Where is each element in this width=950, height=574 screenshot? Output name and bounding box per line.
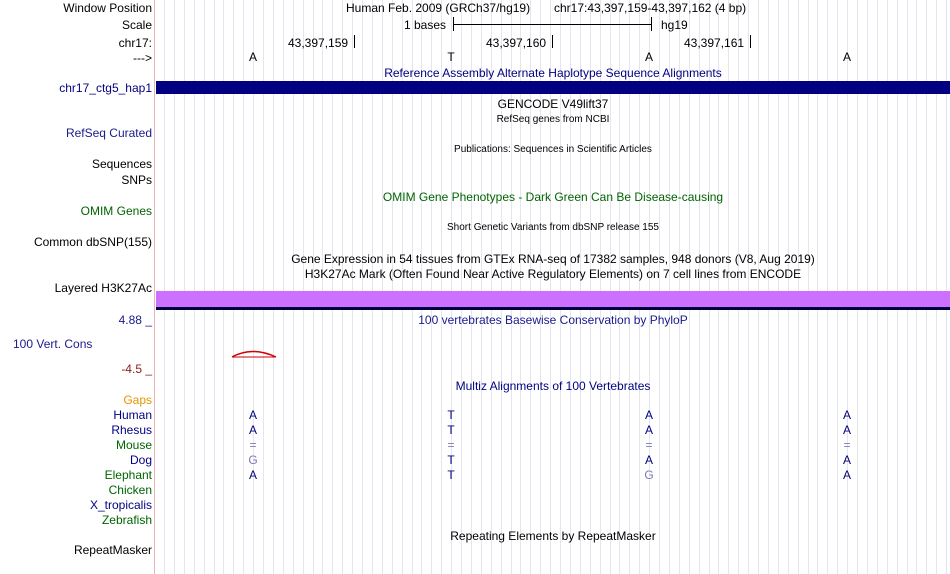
coord-tick bbox=[354, 35, 355, 48]
alignment-base: A bbox=[842, 453, 851, 467]
alignment-base: A bbox=[644, 453, 653, 467]
coord-label: 43,397,159 bbox=[288, 36, 349, 50]
scale-bar-right bbox=[651, 17, 652, 31]
publications-track-title[interactable]: Publications: Sequences in Scientific Articles bbox=[454, 144, 652, 155]
phylop-min-label: -4.5 _ bbox=[121, 362, 152, 376]
alignment-base: T bbox=[447, 453, 455, 467]
phylop-max-label: 4.88 _ bbox=[118, 313, 152, 327]
alignment-base: A bbox=[842, 423, 851, 437]
alignment-base: A bbox=[248, 423, 257, 437]
label-separator bbox=[154, 0, 155, 574]
alignment-base: A bbox=[644, 423, 653, 437]
species-label-human[interactable]: Human bbox=[113, 408, 152, 422]
dbsnp-track-label[interactable]: Common dbSNP(155) bbox=[33, 235, 152, 249]
snps-track-label[interactable]: SNPs bbox=[121, 173, 152, 187]
alignment-base: A bbox=[842, 468, 851, 482]
species-label-chicken[interactable]: Chicken bbox=[108, 483, 152, 497]
species-label-zebrafish[interactable]: Zebrafish bbox=[101, 513, 152, 527]
coord-label: 43,397,161 bbox=[684, 36, 745, 50]
h3k27ac-signal-fill[interactable] bbox=[156, 291, 950, 307]
scale-text: 1 bases bbox=[404, 18, 447, 32]
reference-base: A bbox=[842, 50, 851, 64]
alignment-base: T bbox=[447, 423, 455, 437]
publications-track-label[interactable]: Sequences bbox=[91, 157, 152, 171]
alt-hap-track-label[interactable]: chr17_ctg5_hap1 bbox=[59, 81, 152, 95]
alignment-base: A bbox=[248, 408, 257, 422]
assembly-title[interactable]: Human Feb. 2009 (GRCh37/hg19) bbox=[346, 1, 531, 15]
omim-track-label[interactable]: OMIM Genes bbox=[80, 204, 152, 218]
scale-label: Scale bbox=[121, 18, 152, 32]
alignment-base: = bbox=[645, 438, 653, 452]
refseq-track-title[interactable]: RefSeq genes from NCBI bbox=[496, 114, 610, 125]
alignment-base: A bbox=[644, 408, 653, 422]
alt-hap-alignment-bar[interactable] bbox=[156, 81, 950, 94]
phylop-signal-peak[interactable] bbox=[230, 348, 278, 360]
h3k27ac-baseline bbox=[156, 307, 950, 310]
phylop-track-title[interactable]: 100 vertebrates Basewise Conservation by PhyloP bbox=[418, 313, 688, 327]
repeatmasker-track-title[interactable]: Repeating Elements by RepeatMasker bbox=[450, 529, 656, 543]
coord-label: 43,397,160 bbox=[486, 36, 547, 50]
reference-base: A bbox=[644, 50, 653, 64]
conservation-track-label[interactable]: 100 Vert. Cons bbox=[13, 337, 93, 351]
chrom-label: chr17: bbox=[118, 36, 152, 50]
gtex-track-title[interactable]: Gene Expression in 54 tissues from GTEx RNA-seq of 17382 samples, 948 donors (V8, Aug 2019) bbox=[291, 252, 815, 266]
gaps-label[interactable]: Gaps bbox=[123, 393, 152, 407]
alignment-base: = bbox=[843, 438, 851, 452]
alignment-base: G bbox=[248, 453, 258, 467]
repeatmasker-track-label[interactable]: RepeatMasker bbox=[73, 543, 152, 557]
scale-bar bbox=[453, 24, 651, 25]
alignment-base: T bbox=[447, 408, 455, 422]
species-label-elephant[interactable]: Elephant bbox=[104, 468, 152, 482]
db-label: hg19 bbox=[661, 18, 688, 32]
reference-base: T bbox=[447, 50, 455, 64]
species-label-dog[interactable]: Dog bbox=[129, 453, 152, 467]
coord-tick bbox=[750, 35, 751, 48]
alignment-base: G bbox=[644, 468, 654, 482]
species-label-rhesus[interactable]: Rhesus bbox=[111, 423, 152, 437]
coord-tick bbox=[552, 35, 553, 48]
alignment-base: T bbox=[447, 468, 455, 482]
reference-base: A bbox=[248, 50, 257, 64]
species-label-mouse[interactable]: Mouse bbox=[115, 438, 152, 452]
multiz-track-title[interactable]: Multiz Alignments of 100 Vertebrates bbox=[455, 379, 651, 393]
h3k27ac-track-label[interactable]: Layered H3K27Ac bbox=[54, 281, 152, 295]
alignment-base: = bbox=[249, 438, 257, 452]
refseq-track-label[interactable]: RefSeq Curated bbox=[65, 126, 152, 140]
alignment-base: A bbox=[248, 468, 257, 482]
dbsnp-track-title[interactable]: Short Genetic Variants from dbSNP release 155 bbox=[447, 222, 659, 233]
alignment-base: A bbox=[842, 408, 851, 422]
omim-track-title[interactable]: OMIM Gene Phenotypes - Dark Green Can Be Disease-causing bbox=[382, 190, 724, 204]
alignment-base: = bbox=[447, 438, 455, 452]
alt-hap-track-title[interactable]: Reference Assembly Alternate Haplotype Sequence Alignments bbox=[384, 66, 722, 80]
window-position-text[interactable]: chr17:43,397,159-43,397,162 (4 bp) bbox=[554, 1, 747, 15]
h3k27ac-track-title[interactable]: H3K27Ac Mark (Often Found Near Active Regulatory Elements) on 7 cell lines from ENCODE bbox=[304, 267, 802, 281]
window-position-label: Window Position bbox=[63, 1, 152, 15]
strand-arrow-label[interactable]: ---> bbox=[133, 51, 152, 65]
species-label-x-tropicalis[interactable]: X_tropicalis bbox=[89, 498, 152, 512]
gencode-track-title[interactable]: GENCODE V49lift37 bbox=[497, 97, 609, 111]
